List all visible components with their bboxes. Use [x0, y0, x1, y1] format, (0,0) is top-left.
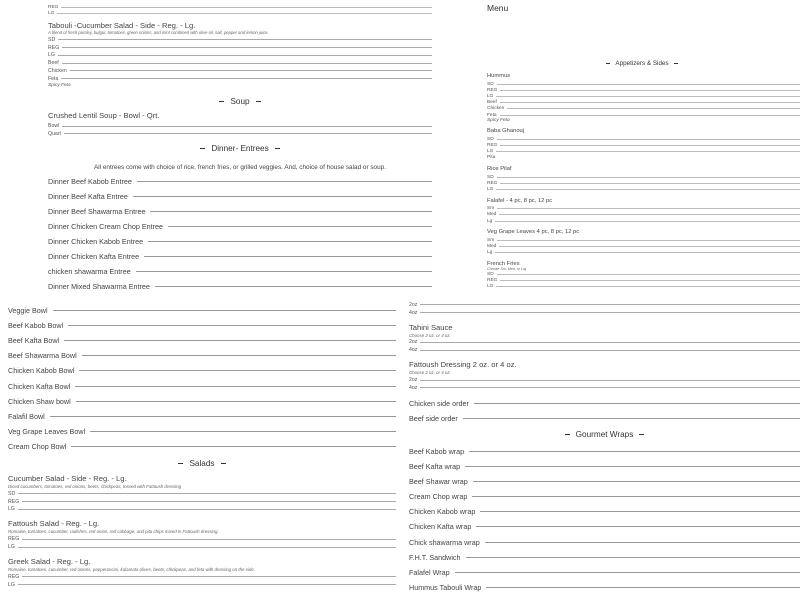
menu-item[interactable]: Chicken Shaw bowl [8, 394, 396, 409]
menu-item[interactable]: Chicken Kafta Bowl [8, 378, 396, 393]
section-heading-dinner-entrees: Dinner- Entrees [48, 144, 432, 153]
option-row[interactable]: LG [8, 543, 396, 551]
item-title: Tahini Sauce [409, 322, 453, 332]
menu-item[interactable]: Chicken Kabob wrap [409, 504, 800, 519]
item-title: Hummus [487, 73, 511, 79]
menu-item[interactable]: Cream Chop Bowl [8, 439, 396, 454]
option-row[interactable]: REG [487, 277, 800, 283]
menu-item[interactable]: Beef Kabob wrap [409, 444, 800, 459]
option-row[interactable]: LG [487, 93, 800, 99]
menu-item[interactable]: Dinner Beef Shawarma Entree [48, 204, 432, 219]
panel-appetizers [484, 0, 800, 300]
option-row[interactable]: REG [487, 87, 800, 93]
menu-item[interactable]: Dinner Chicken Kabob Entree [48, 234, 432, 249]
option-row[interactable]: LG [8, 506, 396, 514]
section-heading-soup: Soup [48, 97, 432, 106]
section-heading-gourmet-wraps: Gourmet Wraps [409, 430, 800, 439]
option-row[interactable]: LG [487, 284, 800, 290]
option-row[interactable]: Med [487, 243, 800, 249]
menu-item[interactable]: Beef Shawarma Bowl [8, 348, 396, 363]
option-row[interactable]: 4oz [409, 384, 800, 392]
option-row[interactable]: REG [8, 573, 396, 581]
panel-salads-soup-dinner [48, 0, 432, 300]
menu-item[interactable]: Beef side order [409, 411, 800, 426]
option-row[interactable]: Med [487, 212, 800, 218]
menu-item[interactable]: Cream Chop wrap [409, 489, 800, 504]
option-row[interactable]: Lg [487, 218, 800, 224]
option-row[interactable]: REG [487, 180, 800, 186]
menu-item[interactable]: Falafil Bowl [8, 409, 396, 424]
menu-item[interactable]: Beef Kafta Bowl [8, 333, 396, 348]
option-row[interactable]: 2oz [409, 339, 800, 347]
option-row[interactable]: LG [48, 51, 432, 59]
option-row[interactable]: Feta [487, 112, 800, 118]
option-row[interactable]: SD [487, 174, 800, 180]
item-description: Romaine, tomatoes, cucumber, radishes, red onion, red cabbage, and pita chips mixed in Fattoush dressing. [8, 529, 219, 535]
option-row[interactable]: Bowl [48, 122, 432, 130]
item-description: Choose Sm, Med, or Lrg [487, 266, 527, 271]
menu-item[interactable]: Falafel Wrap [409, 565, 800, 580]
menu-item[interactable]: Beef Shawar wrap [409, 474, 800, 489]
section-intro: All entrees come with choice of rice, french fries, or grilled veggies. And, choice of house salad or soup. [94, 163, 386, 171]
item-description: Choose 2 oz. or 4 oz. [409, 370, 451, 376]
option-row[interactable]: Sm [487, 206, 800, 212]
menu-item[interactable]: Veg Grape Leaves Bowl [8, 424, 396, 439]
option-row[interactable]: SD [487, 81, 800, 87]
option-row[interactable]: SD [487, 136, 800, 142]
option-row[interactable]: LG [48, 10, 432, 16]
item-title: Greek Salad - Reg. - Lg. [8, 556, 91, 566]
option-row[interactable]: SD [487, 271, 800, 277]
item-description: Diced cucumbers, tomatoes, red onions, beets, chickpeas, tossed with Fattoush dressing [8, 483, 182, 489]
item-title: Rice Pilaf [487, 166, 512, 173]
option-label[interactable]: Spicy Feta [48, 82, 71, 88]
option-row[interactable]: Feta [48, 75, 432, 83]
option-row[interactable]: REG [48, 4, 432, 10]
menu-item[interactable]: Veggie Bowl [8, 303, 396, 318]
option-label[interactable]: Pita [487, 154, 496, 160]
option-row[interactable]: REG [48, 44, 432, 52]
menu-item[interactable]: Dinner Beef Kabob Entree [48, 174, 432, 189]
menu-item[interactable]: Chicken Kabob Bowl [8, 363, 396, 378]
menu-item[interactable]: Chicken side order [409, 396, 800, 411]
item-title: Fattoush Salad - Reg. - Lg. [8, 519, 100, 529]
item-description: A blend of fresh parsley, bulgur, tomatoes, green onions, and mint combined with olive oil, salt, pepper and lemon juice. [48, 30, 269, 36]
item-title: Veg Grape Leaves 4 pc, 8 pc, 12 pc [487, 229, 580, 236]
item-title: Fattoush Dressing 2 oz. or 4 oz. [409, 360, 517, 370]
menu-item[interactable]: Chicken Kafta wrap [409, 519, 800, 534]
option-row[interactable]: SD [8, 490, 396, 498]
option-row[interactable]: Chicken [487, 106, 800, 112]
menu-title: Menu [487, 3, 509, 13]
item-title: Crushed Lentil Soup - Bowl - Qrt. [48, 111, 160, 121]
item-description: Romaine, tomatoes, cucumber, red onions, pepperoncini, kalamata olives, beets, chickpeas, and feta with dressing on the side. [8, 566, 255, 572]
option-row[interactable]: 4oz [409, 346, 800, 354]
option-row[interactable]: Beef [487, 100, 800, 106]
item-title: Cucumber Salad - Side - Reg. - Lg. [8, 473, 127, 483]
item-title: Tabouli -Cucumber Salad - Side - Reg. - Lg. [48, 21, 196, 31]
menu-item[interactable]: Dinner Mixed Shawarma Entree [48, 279, 432, 294]
option-row[interactable]: LG [487, 149, 800, 155]
item-description: Choose 2 oz. or 4 oz. [409, 332, 451, 338]
option-row[interactable]: 2oz [409, 376, 800, 384]
option-label[interactable]: Spicy Feta [487, 118, 510, 124]
menu-item[interactable]: chicken shawarma Entree [48, 264, 432, 279]
option-row[interactable]: LG [8, 581, 396, 589]
menu-item[interactable]: Chick shawarma wrap [409, 535, 800, 550]
option-row[interactable]: REG [487, 143, 800, 149]
option-row[interactable]: SD [48, 36, 432, 44]
option-row[interactable]: Sm [487, 237, 800, 243]
section-heading-salads: Salads [8, 459, 396, 468]
panel-sauces-wraps [405, 300, 800, 600]
option-row[interactable]: REG [8, 498, 396, 506]
menu-item[interactable]: Dinner Beef Kafta Entree [48, 189, 432, 204]
option-row[interactable]: Beef [48, 59, 432, 67]
menu-item[interactable]: Dinner Chicken Cream Chop Entree [48, 219, 432, 234]
option-row[interactable]: 4oz [409, 309, 800, 317]
option-row[interactable]: 2oz [409, 301, 800, 309]
menu-item[interactable]: Hummus Tabouli Wrap [409, 580, 800, 595]
option-row[interactable]: Quart [48, 130, 432, 138]
menu-item[interactable]: Dinner Chicken Kafta Entree [48, 249, 432, 264]
menu-item[interactable]: F.H.T. Sandwich [409, 550, 800, 565]
menu-item[interactable]: Beef Kabob Bowl [8, 318, 396, 333]
section-heading-appetizers: Appetizers & Sides [484, 60, 800, 67]
option-row[interactable]: LG [487, 186, 800, 192]
option-row[interactable]: REG [8, 535, 396, 543]
item-title: Baba Ghanouj [487, 128, 525, 135]
option-row[interactable]: Lg [487, 250, 800, 256]
option-row[interactable]: Chicken [48, 67, 432, 75]
item-title: French Fries [487, 260, 520, 267]
menu-item[interactable]: Beef Kafta wrap [409, 459, 800, 474]
panel-bowls-salads [4, 300, 396, 600]
item-title: Falafel - 4 pc, 8 pc, 12 pc [487, 197, 553, 204]
